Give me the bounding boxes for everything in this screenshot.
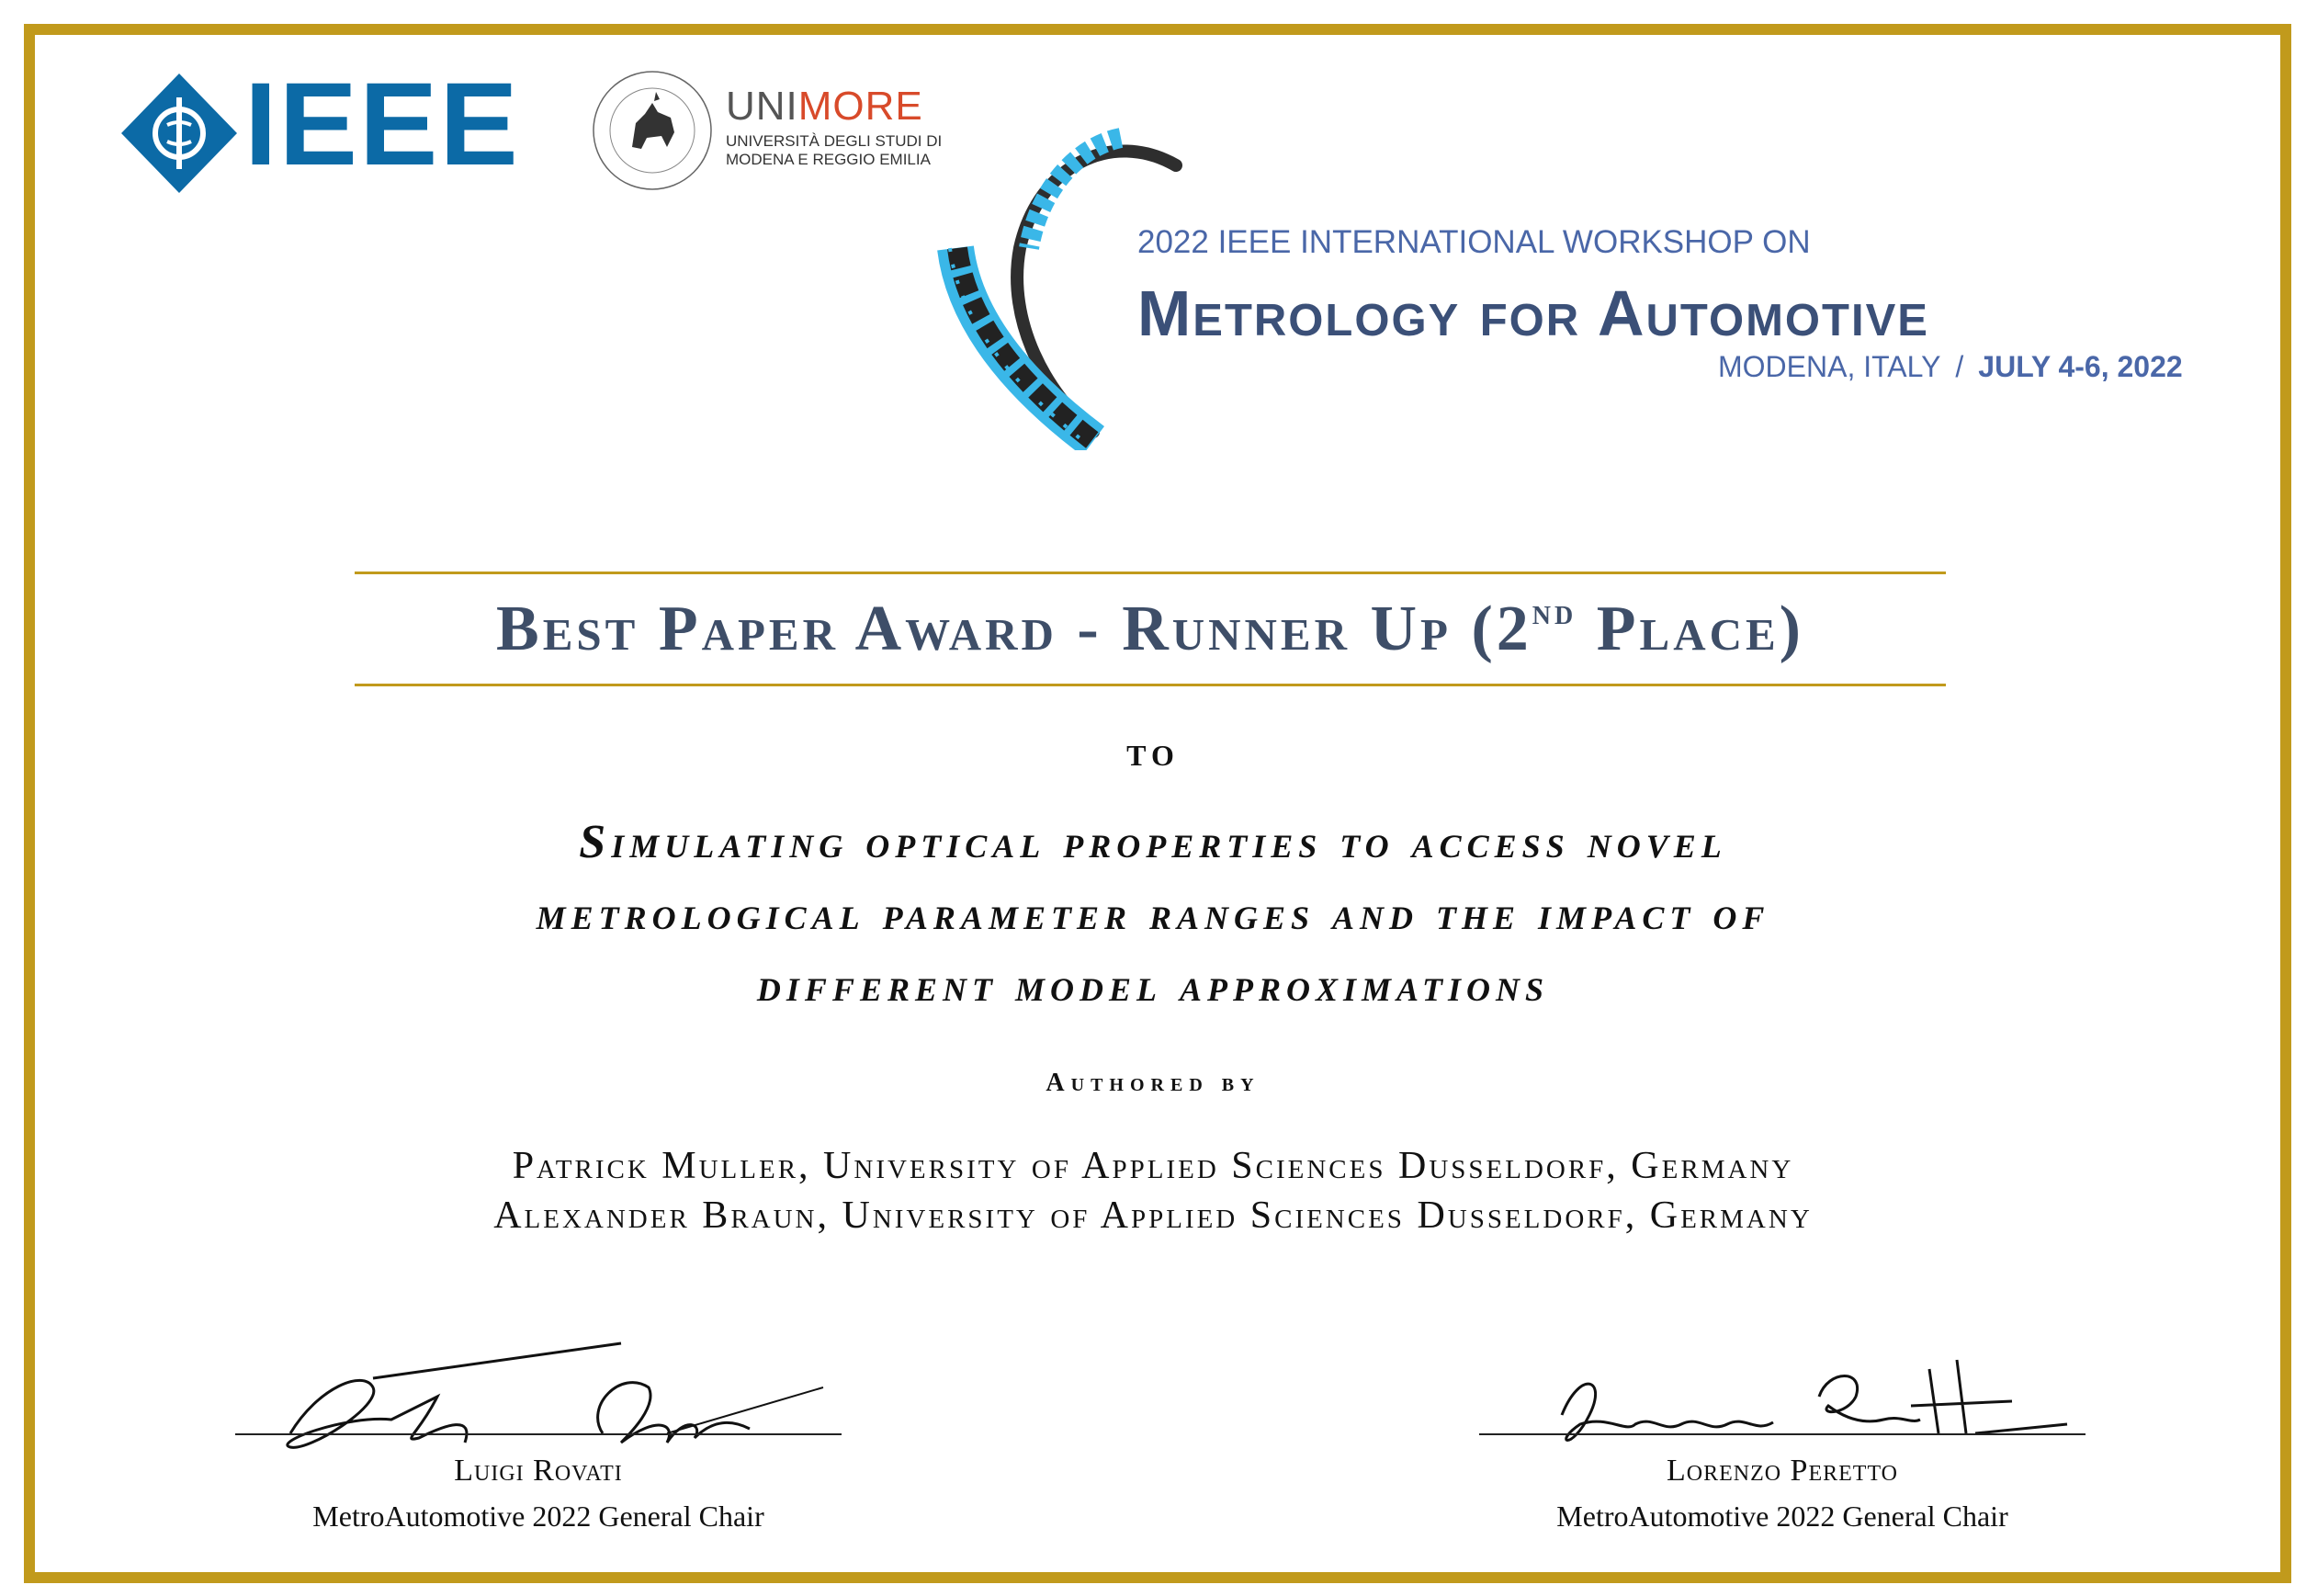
title-rule-bottom	[355, 684, 1946, 686]
signatory-role-left: MetroAutomotive 2022 General Chair	[312, 1500, 764, 1533]
author-line: Alexander Braun, University of Applied Sciences Dusseldorf, Germany	[493, 1194, 1813, 1237]
university-seal-icon	[588, 66, 717, 195]
workshop-subtitle: 2022 IEEE INTERNATIONAL WORKSHOP ON	[1137, 224, 1811, 260]
workshop-location-dates	[1718, 352, 2183, 381]
ieee-logo	[119, 59, 520, 196]
signatory-name-right: Lorenzo Peretto	[1666, 1454, 1899, 1488]
signature-line-right	[1479, 1433, 2086, 1435]
signatory-role-right: MetroAutomotive 2022 General Chair	[1556, 1500, 2008, 1533]
ieee-diamond-icon	[119, 72, 239, 196]
authored-by-label: Authored by	[1046, 1069, 1260, 1097]
workshop-separator: /	[1955, 350, 1964, 383]
workshop-dates: JULY 4-6, 2022	[1978, 350, 2183, 383]
unimore-logo	[588, 66, 943, 204]
signatory-name-left: Luigi Rovati	[454, 1454, 623, 1488]
unimore-wordmark: UNIMORE	[726, 84, 923, 129]
unimore-subtitle: UNIVERSITÀ DEGLI STUDI DI MODENA E REGGIO EMILIA	[726, 132, 943, 168]
author-line: Patrick Muller, University of Applied Sciences Dusseldorf, Germany	[512, 1145, 1794, 1187]
workshop-name: Metrology for Automotive	[1137, 277, 1929, 349]
to-label: TO	[1126, 739, 1180, 772]
award-title: Best Paper Award - Runner Up (2nd Place)	[496, 591, 1804, 664]
title-rule-top	[355, 572, 1946, 574]
signature-line-left	[235, 1433, 842, 1435]
workshop-location: MODENA, ITALY	[1718, 350, 1941, 383]
ieee-wordmark: IEEE	[244, 59, 520, 190]
paper-title: Simulating optical properties to access novel metrological parameter ranges and the impact of different model approximations	[536, 816, 1770, 1012]
